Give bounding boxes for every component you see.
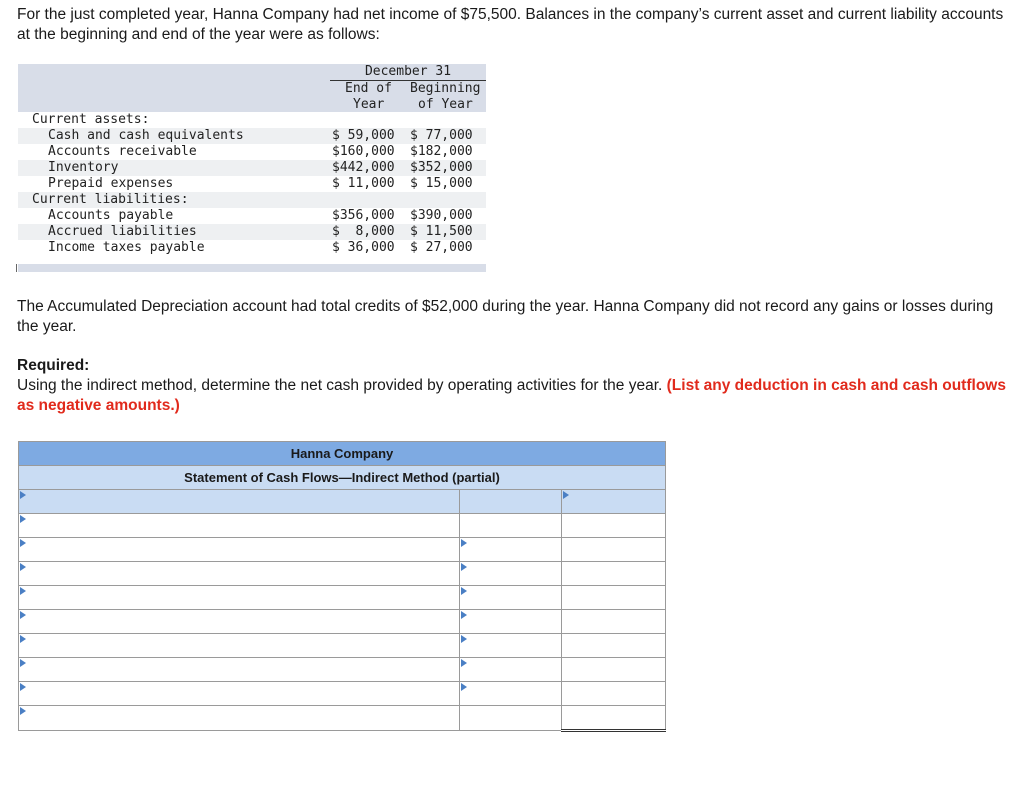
statement-total-input[interactable] [562,682,666,706]
statement-amount-input[interactable] [460,490,562,514]
statement-amount-input[interactable] [460,658,562,682]
dropdown-arrow-icon[interactable] [20,611,26,619]
dropdown-arrow-icon[interactable] [20,635,26,643]
beginning-of-year-header-2: of Year [418,97,473,112]
asset-label: Cash and cash equivalents [48,128,244,143]
liability-end-value: $ 8,000 [332,224,395,239]
statement-line-label-input[interactable] [19,706,460,731]
liability-end-value: $ 36,000 [332,240,395,255]
intro-paragraph: For the just completed year, Hanna Company had net income of $75,500. Balances in the company’s current asset and current liability accounts at the beginning and end of the year were as follows: [17,6,1004,43]
dropdown-arrow-icon[interactable] [461,683,467,691]
statement-total-input[interactable] [562,610,666,634]
current-liabilities-label: Current liabilities: [32,192,189,207]
asset-label: Inventory [48,160,119,175]
asset-end-value: $ 11,000 [332,176,395,191]
statement-title: Statement of Cash Flows—Indirect Method (partial) [19,466,666,490]
liability-begin-value: $390,000 [410,208,473,223]
dropdown-arrow-icon[interactable] [20,563,26,571]
statement-line-label-input[interactable] [19,682,460,706]
depreciation-paragraph: The Accumulated Depreciation account had total credits of $52,000 during the year. Hanna Company did not record any gains or losses during the year. [17,298,994,335]
statement-total-input[interactable] [562,586,666,610]
required-heading: Required: [17,357,90,374]
liability-begin-value: $ 27,000 [410,240,473,255]
net-cash-total-input[interactable] [562,706,666,731]
statement-total-input[interactable] [562,490,666,514]
statement-total-input[interactable] [562,562,666,586]
statement-line-label-input[interactable] [19,586,460,610]
statement-amount-input[interactable] [460,706,562,731]
liability-begin-value: $ 11,500 [410,224,473,239]
liability-end-value: $356,000 [332,208,395,223]
dropdown-arrow-icon[interactable] [461,635,467,643]
dropdown-arrow-icon[interactable] [20,683,26,691]
asset-begin-value: $ 77,000 [410,128,473,143]
december-31-header: December 31 [364,64,452,79]
liability-label: Accounts payable [48,208,174,223]
dropdown-arrow-icon[interactable] [20,539,26,547]
statement-line-label-input[interactable] [19,538,460,562]
required-text [17,376,1007,416]
liability-label: Income taxes payable [48,240,205,255]
dropdown-arrow-icon[interactable] [20,659,26,667]
required-instruction-text: Using the indirect method, determine the net cash provided by operating activities for the year. [17,377,667,394]
dropdown-arrow-icon[interactable] [461,587,467,595]
statement-line-label-input[interactable] [19,562,460,586]
cash-flow-statement-table [18,441,666,732]
asset-end-value: $442,000 [332,160,395,175]
statement-amount-input[interactable] [460,514,562,538]
statement-total-input[interactable] [562,634,666,658]
statement-line-label-input[interactable] [19,514,460,538]
end-of-year-header-1: End of [345,81,392,96]
statement-total-input[interactable] [562,538,666,562]
dropdown-arrow-icon[interactable] [20,515,26,523]
statement-company-name: Hanna Company [19,442,666,466]
statement-amount-input[interactable] [460,562,562,586]
dropdown-arrow-icon[interactable] [461,611,467,619]
statement-line-label-input[interactable] [19,490,460,514]
end-of-year-header-2: Year [353,97,385,112]
dropdown-arrow-icon[interactable] [563,491,569,499]
asset-end-value: $160,000 [332,144,395,159]
asset-begin-value: $182,000 [410,144,473,159]
statement-amount-input[interactable] [460,538,562,562]
asset-end-value: $ 59,000 [332,128,395,143]
statement-line-label-input[interactable] [19,610,460,634]
dropdown-arrow-icon[interactable] [461,539,467,547]
liability-label: Accrued liabilities [48,224,197,239]
dropdown-arrow-icon[interactable] [461,659,467,667]
statement-amount-input[interactable] [460,682,562,706]
statement-line-label-input[interactable] [19,658,460,682]
statement-line-label-input[interactable] [19,634,460,658]
statement-total-input[interactable] [562,658,666,682]
statement-amount-input[interactable] [460,610,562,634]
dropdown-arrow-icon[interactable] [20,491,26,499]
dropdown-arrow-icon[interactable] [20,587,26,595]
asset-begin-value: $352,000 [410,160,473,175]
statement-amount-input[interactable] [460,586,562,610]
asset-label: Prepaid expenses [48,176,174,191]
balances-footer-band [18,264,486,272]
asset-label: Accounts receivable [48,144,197,159]
asset-begin-value: $ 15,000 [410,176,473,191]
beginning-of-year-header-1: Beginning [410,81,481,96]
statement-total-input[interactable] [562,514,666,538]
negative-amounts-note: (List any deduction in cash and cash outflows as negative amounts.) [17,377,1006,414]
balances-table [18,64,486,272]
statement-amount-input[interactable] [460,634,562,658]
dropdown-arrow-icon[interactable] [461,563,467,571]
current-assets-label: Current assets: [32,112,150,127]
dropdown-arrow-icon[interactable] [20,707,26,715]
